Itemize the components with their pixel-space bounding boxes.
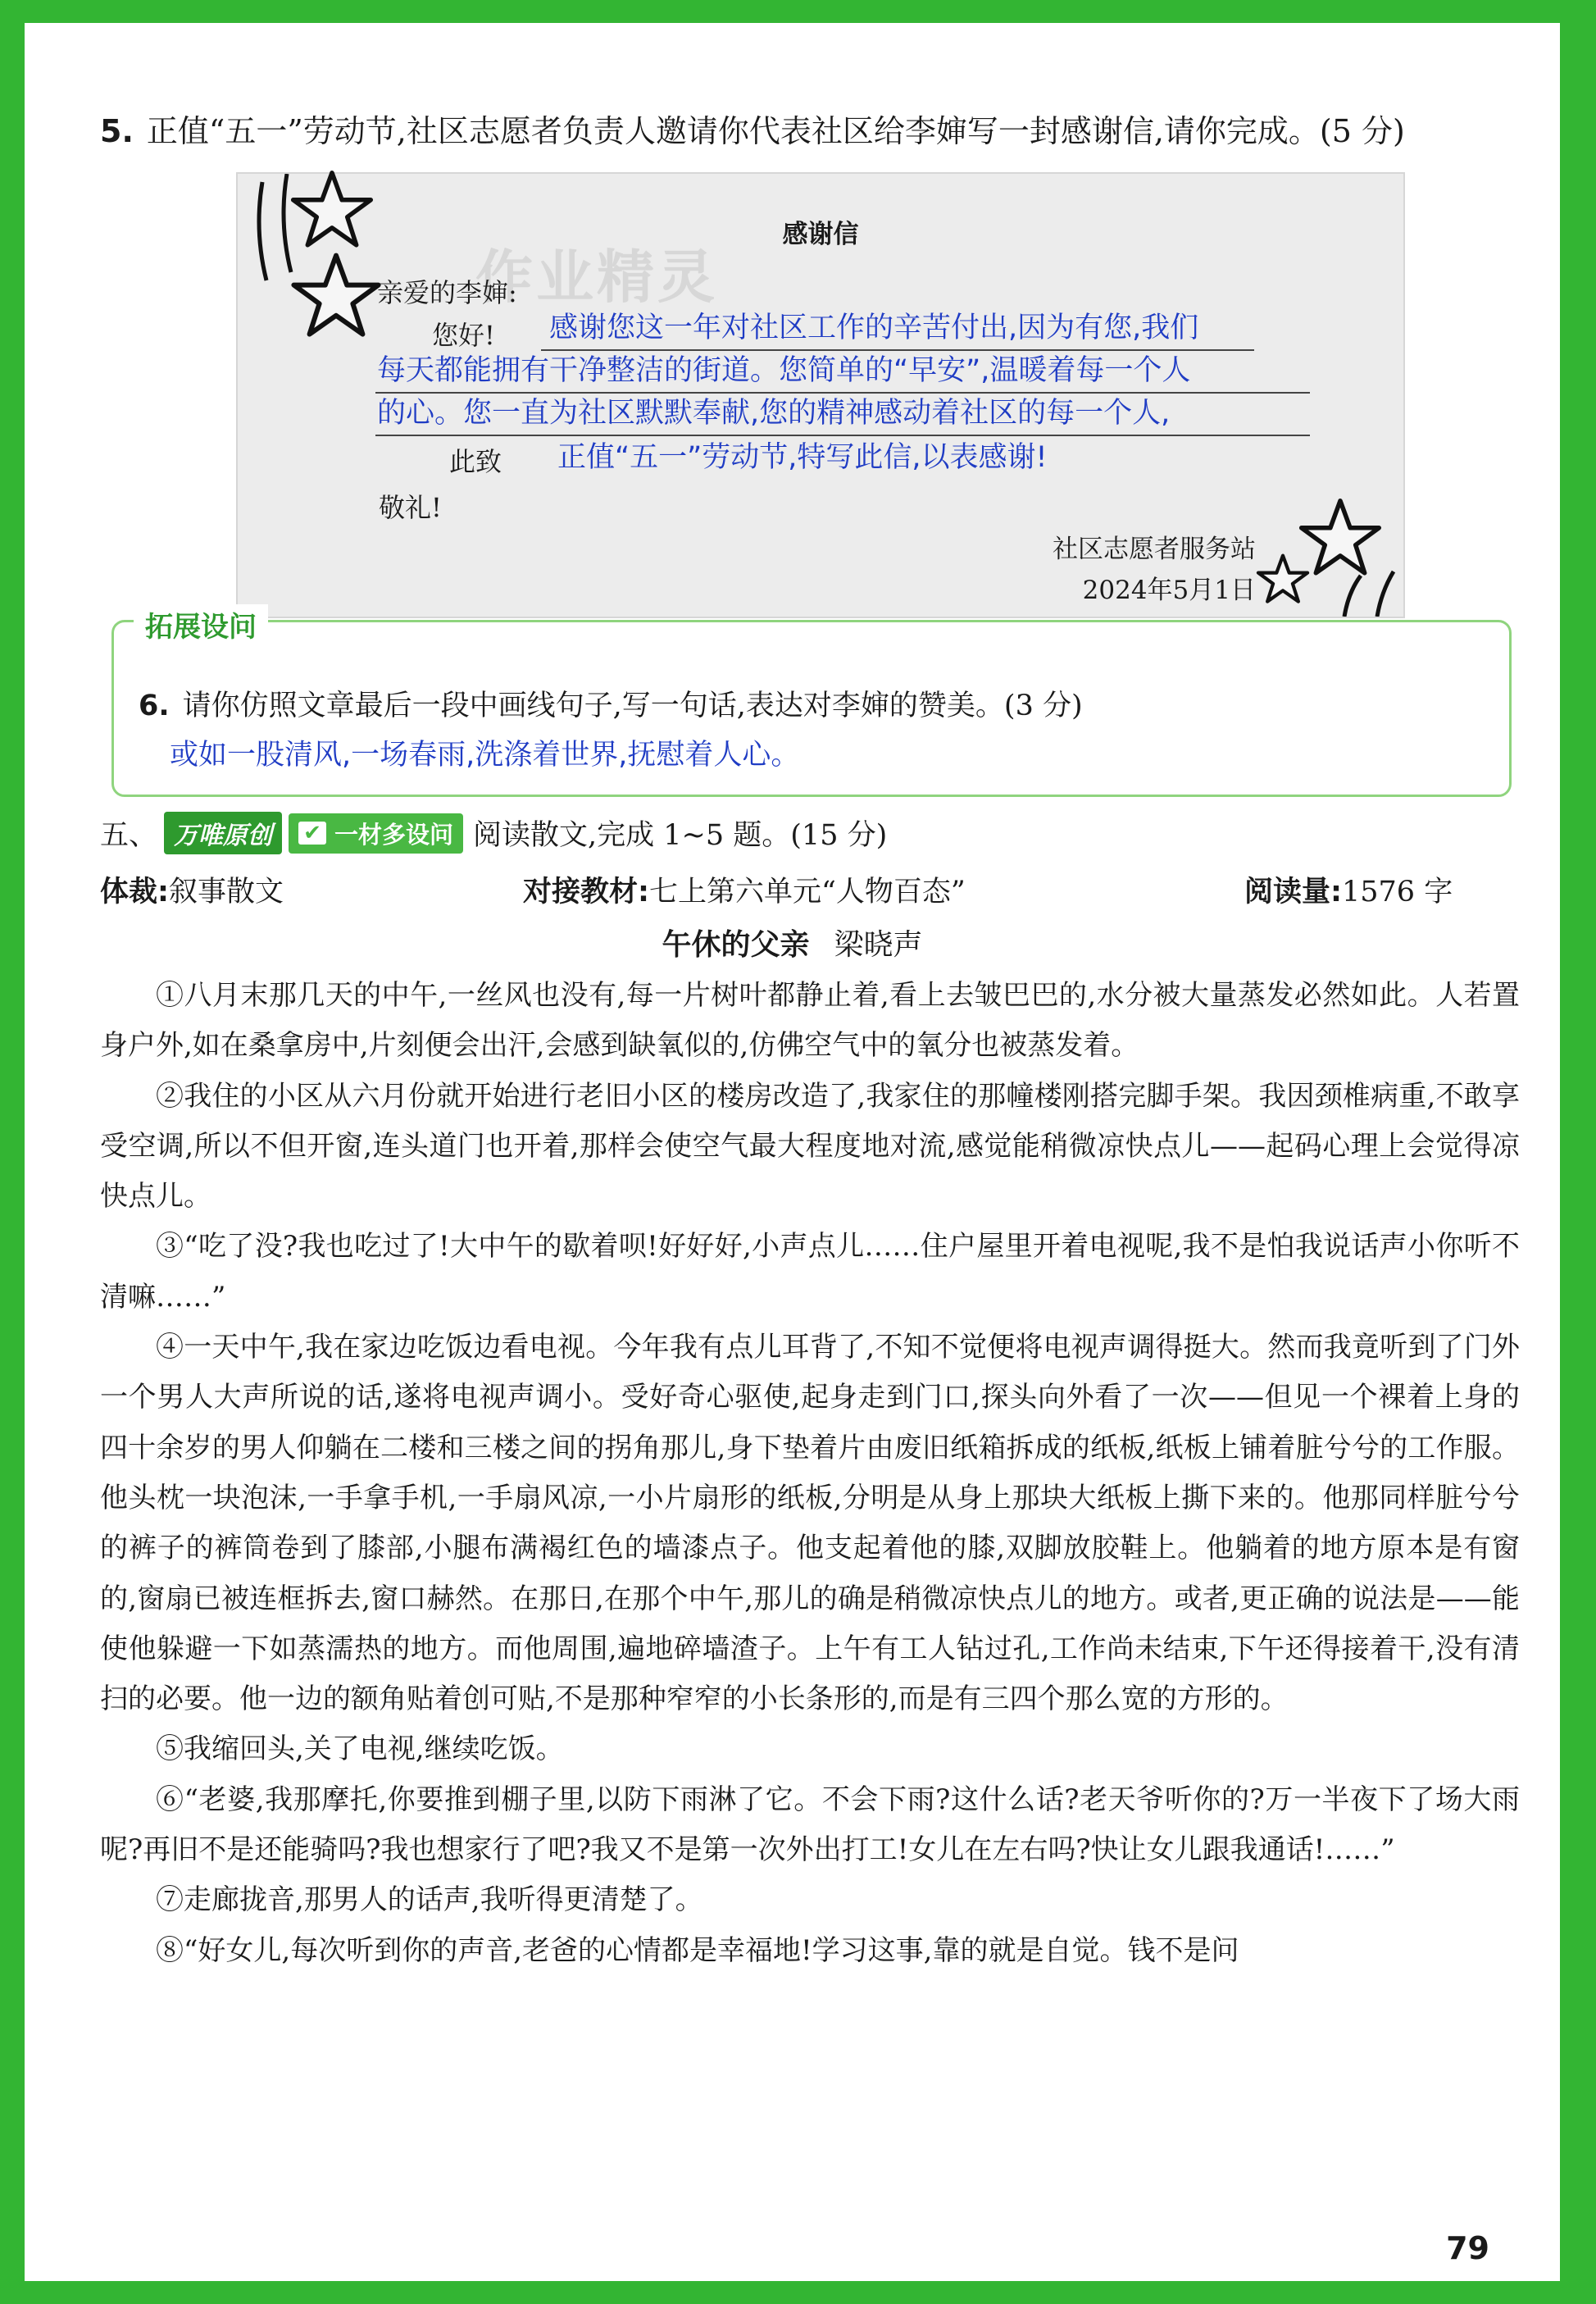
check-icon: ✔ [298, 822, 326, 845]
section-5-prefix: 五、 [100, 819, 158, 852]
question-6-answer: 或如一股清风,一场春雨,洗涤着世界,抚慰着人心。 [170, 739, 800, 772]
letter-hello: 您好! [432, 320, 495, 351]
section-5-instruction: 阅读散文,完成 1~5 题。(15 分) [473, 819, 888, 852]
letter-answer-line-4: 正值“五一”劳动节,特写此信,以表感谢! [557, 441, 1048, 474]
article-title: 午休的父亲 [662, 928, 810, 962]
star-icon [1254, 551, 1312, 608]
question-5-text: 正值“五一”劳动节,社区志愿者负责人邀请你代表社区给李婶写一封感谢信,请你完成。(5 分) [146, 113, 1405, 149]
textbook-label: 对接教材: [523, 876, 649, 908]
page [25, 23, 1560, 2281]
extension-label: 拓展设问 [134, 604, 268, 644]
meta-word-count [1244, 869, 1453, 910]
multi-question-label: 一材多设问 [334, 820, 454, 849]
article-paragraph-8: ⑧“好女儿,每次听到你的声音,老爸的心情都是幸福地!学习这事,靠的就是自觉。钱不是问 [156, 1933, 1239, 1967]
genre-label: 体裁: [100, 876, 169, 908]
doodle-lines-icon [1328, 559, 1402, 617]
question-6-text: 请你仿照文章最后一段中画线句子,写一句话,表达对李婶的赞美。(3 分) [182, 690, 1083, 722]
question-6-number: 6. [139, 690, 170, 722]
article-paragraph-7: ⑦走廊拢音,那男人的话声,我听得更清楚了。 [156, 1883, 703, 1917]
article-paragraph-6: ⑥“老婆,我那摩托,你要推到棚子里,以防下雨淋了它。不会下雨?这什么话?老天爷听你的?万一半夜下了场大雨呢?再旧不是还能骑吗?我也想家行了吧?我又不是第一次外出打工!女儿在左右吗?快让女儿跟我通话!……” [100, 1783, 1520, 1867]
article-paragraph-2: ②我住的小区从六月份就开始进行老旧小区的楼房改造了,我家住的那幢楼刚搭完脚手架。我因颈椎病重,不敢享受空调,所以不但开窗,连头道门也开着,那样会使空气最大程度地对流,感觉能稍微凉快点儿——起码心理上会觉得凉快点儿。 [100, 1079, 1520, 1213]
letter-closing-1: 此致 [449, 446, 502, 477]
letter-answer-line-2: 每天都能拥有干净整洁的街道。您简单的“早安”,温暖着每一个人 [377, 354, 1191, 387]
letter-title: 感谢信 [782, 220, 859, 249]
extension-question-box [111, 611, 1512, 797]
original-tag: 万唯原创 [164, 812, 282, 854]
letter-date: 2024年5月1日 [1082, 576, 1256, 605]
meta-genre [100, 869, 284, 910]
question-5-number: 5. [100, 113, 134, 149]
article-paragraph-3: ③“吃了没?我也吃过了!大中午的歇着呗!好好好,小声点儿……住户屋里开着电视呢,我不是怕我说话声小你听不清嘛……” [100, 1230, 1520, 1314]
genre-value: 叙事散文 [169, 876, 284, 908]
letter-answer-line-3: 的心。您一直为社区默默奉献,您的精神感动着社区的每一个人, [377, 397, 1171, 430]
article-paragraph-1: ①八月末那几天的中午,一丝风也没有,每一片树叶都静止着,看上去皱巴巴的,水分被大量蒸发必然如此。人若置身户外,如在桑拿房中,片刻便会出汗,会感到缺氧似的,仿佛空气中的氧分也被蒸发着。 [100, 979, 1520, 1063]
textbook-value: 七上第六单元“人物百态” [649, 876, 966, 908]
section-5-header [100, 812, 887, 854]
word-count-label: 阅读量: [1244, 876, 1342, 908]
watermark: 作业精灵 [475, 244, 718, 311]
letter-greeting: 亲爱的李婶: [377, 277, 517, 308]
meta-textbook [523, 869, 966, 910]
letter-signature: 社区志愿者服务站 [1053, 535, 1256, 564]
question-5 [100, 112, 1405, 151]
letter-answer-line-1: 感谢您这一年对社区工作的辛苦付出,因为有您,我们 [549, 312, 1199, 344]
letter-closing-2: 敬礼! [379, 492, 442, 523]
page-number: 79 [1446, 2230, 1489, 2266]
word-count-value: 1576 字 [1342, 876, 1453, 908]
article-body [100, 971, 1520, 1976]
article-author: 梁晓声 [834, 928, 923, 962]
article-paragraph-5: ⑤我缩回头,关了电视,继续吃饭。 [156, 1733, 564, 1766]
article-paragraph-4: ④一天中午,我在家边吃饭边看电视。今年我有点儿耳背了,不知不觉便将电视声调得挺大。然而我竟听到了门外一个男人大声所说的话,遂将电视声调小。受好奇心驱使,起身走到门口,探头向外看了一次——但见一个裸着上身的四十余岁的男人仰躺在二楼和三楼之间的拐角那儿,身下垫着片由废旧纸箱拆成的纸板,纸板上铺着脏兮兮的工作服。他头枕一块泡沫,一手拿手机,一手扇风凉,一小片扇形的纸板,分明是从身上那块大纸板上撕下来的。他那同样脏兮兮的裤子的裤筒卷到了膝部,小腿布满褐红色的墙漆点子。他支起着他的膝,双脚放胶鞋上。他躺着的地方原本是有窗的,窗扇已被连框拆去,窗口赫然。在那日,在那个中午,那儿的确是稍微凉快点儿的地方。或者,更正确的说法是——能使他躲避一下如蒸濡热的地方。而他周围,遍地碎墙渣子。上午有工人钻过孔,工作尚未结束,下午还得接着干,没有清扫的必要。他一边的额角贴着创可贴,不是那种窄窄的小长条形的,而是有三四个那么宽的方形的。 [100, 1331, 1520, 1716]
thank-you-letter [236, 172, 1405, 618]
article-heading [25, 922, 1560, 963]
multi-question-tag [289, 813, 463, 854]
question-6 [139, 683, 1083, 724]
